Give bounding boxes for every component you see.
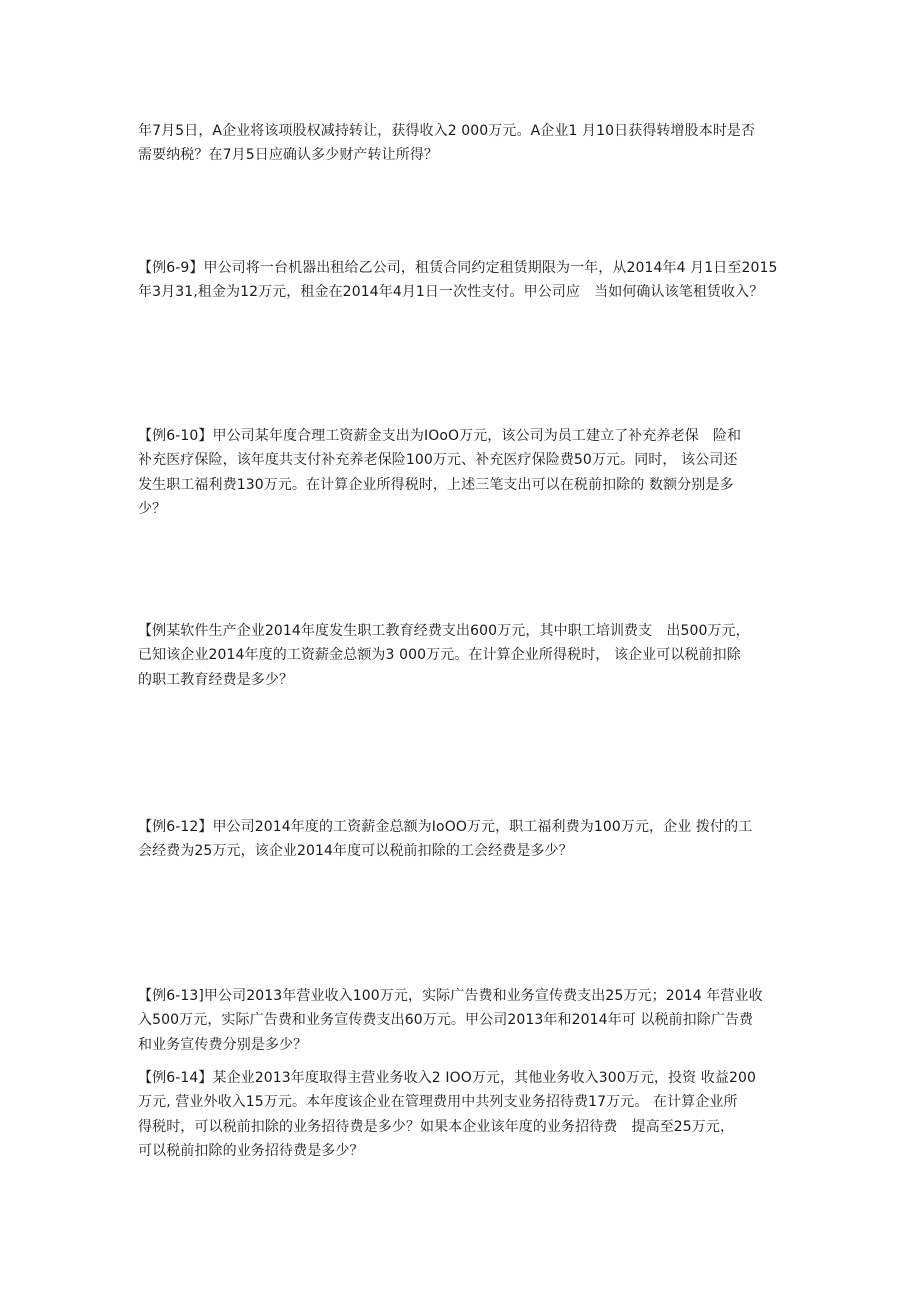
- text-line: 【例6-10】甲公司某年度合理工资薪金支出为IOoO万元，该公司为员工建立了补充养老保 险和: [138, 428, 742, 444]
- text-line: 年3月31,租金为12万元，租金在2014年4月1日一次性支付。甲公司应 当如何确认该笔租赁收入？: [138, 284, 764, 301]
- paragraph-example-6-9: [138, 256, 798, 305]
- text-line: 【例6-13]甲公司2013年营业收入100万元，实际广告费和业务宣传费支出25万元；2014 年营业收: [138, 988, 763, 1004]
- text-line: 入500万元，实际广告费和业务宣传费支出60万元。甲公司2013年和2014年可 以税前扣除广告费: [138, 1012, 754, 1029]
- text-line: 和业务宣传费分别是多少？: [138, 1036, 308, 1053]
- paragraph-example-6-13: [138, 984, 798, 1057]
- text-line: 少？: [138, 500, 167, 517]
- text-line: 可以税前扣除的业务招待费是多少？: [138, 1142, 364, 1159]
- paragraph-example-6-12: [138, 815, 798, 864]
- paragraph-equity-transfer: [138, 119, 798, 168]
- paragraph-example-6-14: [138, 1066, 798, 1163]
- paragraph-example-6-10: [138, 424, 798, 521]
- text-line: 得税时，可以税前扣除的业务招待费是多少？如果本企业该年度的业务招待费 提高至25万元，: [138, 1118, 735, 1135]
- text-line: 【例6-12】甲公司2014年度的工资薪金总额为IoOO万元，职工福利费为100万元，企业 拨付的工: [138, 819, 753, 835]
- text-line: 年7月5日，A企业将该项股权减持转让，获得收入2 000万元。A企业1 月10日获得转增股本时是否: [138, 123, 756, 139]
- text-line: 的职工教育经费是多少？: [138, 671, 294, 688]
- text-line: 会经费为25万元，该企业2014年度可以税前扣除的工会经费是多少？: [138, 843, 573, 860]
- text-line: 补充医疗保险，该年度共支付补充养老保险100万元、补充医疗保险费50万元。同时， 该公司还: [138, 452, 738, 469]
- paragraph-example-6-11: [138, 619, 798, 692]
- text-line: 需要纳税？在7月5日应确认多少财产转让所得？: [138, 147, 439, 164]
- text-line: 已知该企业2014年度的工资薪金总额为3 000万元。在计算企业所得税时， 该企业可以税前扣除: [138, 647, 741, 664]
- text-line: 发生职工福利费130万元。在计算企业所得税时，上述三笔支出可以在税前扣除的 数额分别是多: [138, 476, 734, 493]
- text-line: 【例某软件生产企业2014年度发生职工教育经费支出600万元，其中职工培训费支 出500万元，: [138, 623, 750, 639]
- text-line: 【例6-9】甲公司将一台机器出租给乙公司，租赁合同约定租赁期限为一年，从2014年4 月1日至2015: [138, 260, 778, 276]
- text-line: 万元, 营业外收入15万元。本年度该企业在管理费用中共列支业务招待费17万元。 在计算企业所: [138, 1094, 738, 1111]
- text-line: 【例6-14】某企业2013年度取得主营业务收入2 IOO万元，其他业务收入300万元，投资 收益200: [138, 1070, 757, 1086]
